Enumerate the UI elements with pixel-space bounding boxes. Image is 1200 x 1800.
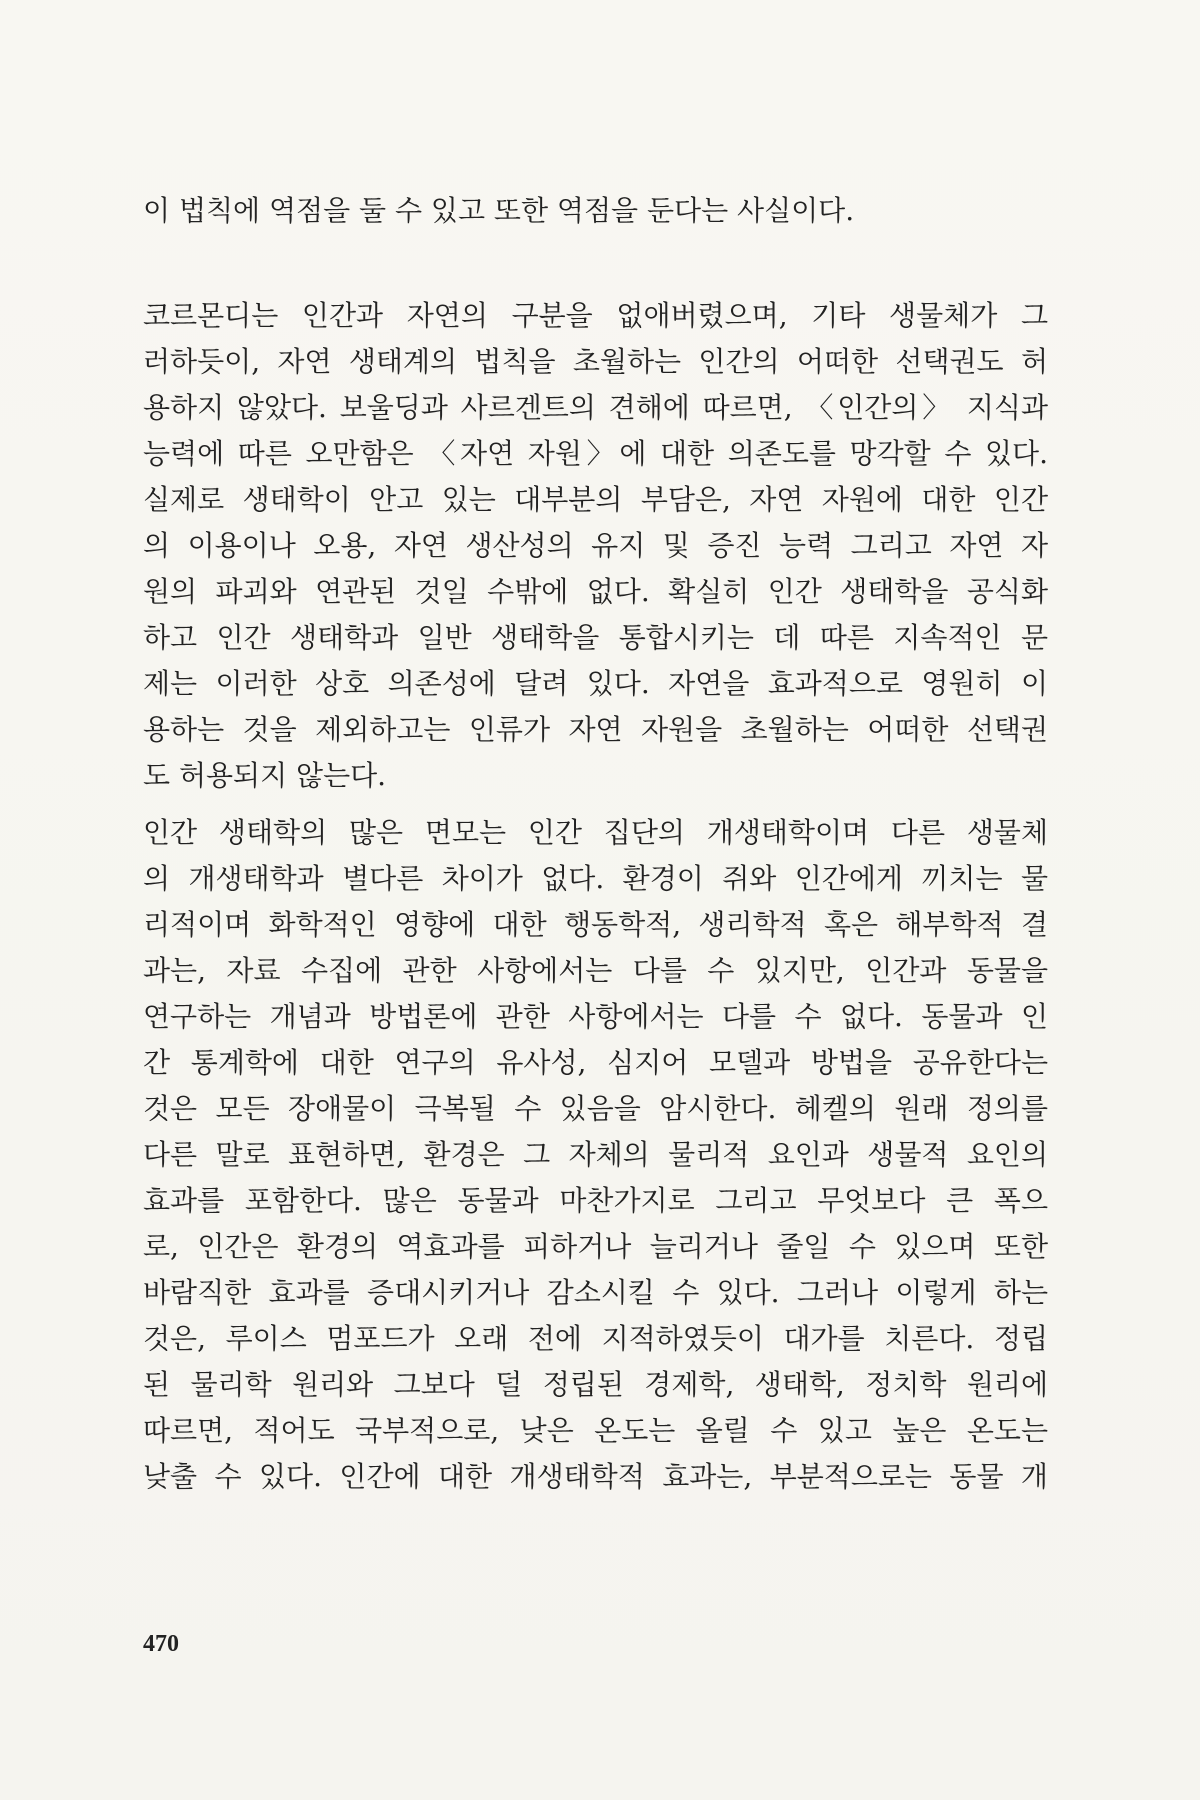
text-line: 원의 파괴와 연관된 것일 수밖에 없다. 확실히 인간 생태학을 공식화 [143,575,1048,608]
text-line: 능력에 따른 오만함은 〈자연 자원〉에 대한 의존도를 망각할 수 있다. [143,437,1048,470]
text-line: 연구하는 개념과 방법론에 관한 사항에서는 다를 수 없다. 동물과 인 [143,1000,1048,1033]
opening-text [143,188,1048,234]
text-line: 용하는 것을 제외하고는 인류가 자연 자원을 초월하는 어떠한 선택권 [143,713,1048,746]
text-line: 것은 모든 장애물이 극복될 수 있음을 암시한다. 헤켈의 원래 정의를 [143,1092,1048,1125]
text-line: 다른 말로 표현하면, 환경은 그 자체의 물리적 요인과 생물적 요인의 [143,1138,1048,1171]
text-line: 바람직한 효과를 증대시키거나 감소시킬 수 있다. 그러나 이렇게 하는 [143,1276,1048,1309]
text-line: 과는, 자료 수집에 관한 사항에서는 다를 수 있지만, 인간과 동물을 [143,954,1048,987]
page-number: 470 [143,1631,179,1657]
text-line: 용하지 않았다. 보울딩과 사르겐트의 견해에 따르면, 〈인간의〉 지식과 [143,391,1048,424]
text-line: 로, 인간은 환경의 역효과를 피하거나 늘리거나 줄일 수 있으며 또한 [143,1230,1048,1263]
text-line: 실제로 생태학이 안고 있는 대부분의 부담은, 자연 자원에 대한 인간 [143,483,1048,516]
text-line: 따르면, 적어도 국부적으로, 낮은 온도는 올릴 수 있고 높은 온도는 [143,1414,1048,1447]
text-line: 도 허용되지 않는다. [143,759,387,792]
text-line: 인간 생태학의 많은 면모는 인간 집단의 개생태학이며 다른 생물체 [143,816,1048,849]
text-line: 된 물리학 원리와 그보다 덜 정립된 경제학, 생태학, 정치학 원리에 [143,1368,1048,1401]
text-line: 제는 이러한 상호 의존성에 달려 있다. 자연을 효과적으로 영원히 이 [143,667,1048,700]
text-line: 이 법칙에 역점을 둘 수 있고 또한 역점을 둔다는 사실이다. [143,194,855,227]
text-line: 의 이용이나 오용, 자연 생산성의 유지 및 증진 능력 그리고 자연 자 [143,529,1048,562]
text-line: 리적이며 화학적인 영향에 대한 행동학적, 생리학적 혹은 해부학적 결 [143,908,1048,941]
text-line: 효과를 포함한다. 많은 동물과 마찬가지로 그리고 무엇보다 큰 폭으 [143,1184,1048,1217]
text-line: 러하듯이, 자연 생태계의 법칙을 초월하는 인간의 어떠한 선택권도 허 [143,345,1048,378]
text-line: 낮출 수 있다. 인간에 대한 개생태학적 효과는, 부분적으로는 동물 개 [143,1460,1048,1493]
paragraph-1 [143,293,1048,799]
paragraph-2 [143,810,1048,1500]
text-line: 간 통계학에 대한 연구의 유사성, 심지어 모델과 방법을 공유한다는 [143,1046,1048,1079]
text-line: 것은, 루이스 멈포드가 오래 전에 지적하였듯이 대가를 치른다. 정립 [143,1322,1048,1355]
text-line: 코르몬디는 인간과 자연의 구분을 없애버렸으며, 기타 생물체가 그 [143,299,1048,332]
text-line: 하고 인간 생태학과 일반 생태학을 통합시키는 데 따른 지속적인 문 [143,621,1048,654]
text-line: 의 개생태학과 별다른 차이가 없다. 환경이 쥐와 인간에게 끼치는 물 [143,862,1048,895]
